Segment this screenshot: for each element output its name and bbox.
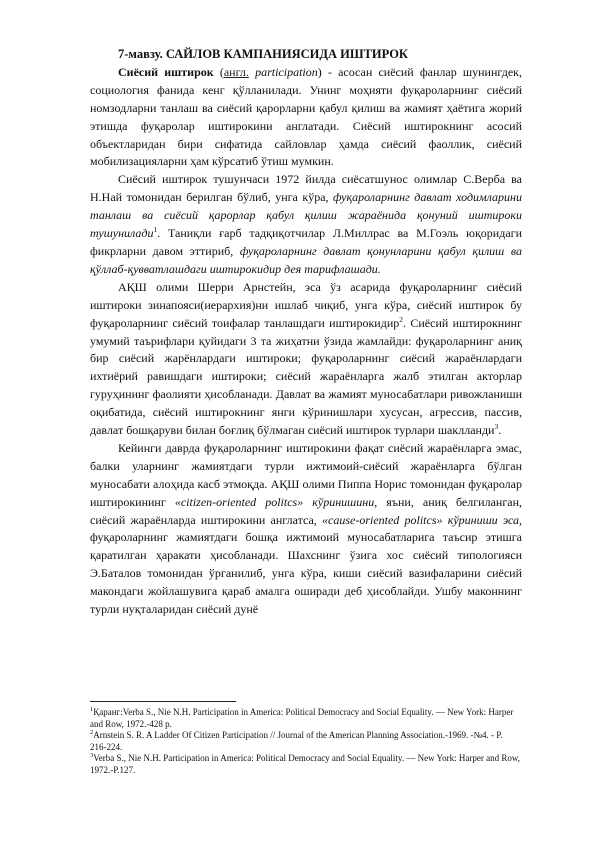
paragraph-2: [90, 171, 522, 278]
paragraph-4: [90, 440, 522, 619]
lang-abbrev-link[interactable]: англ.: [223, 64, 249, 79]
paragraph-2-start: Сиёсий иштирок тушунчаси 1972 йилда сиёсатшунос олимлар С.Верба ва Н.Най томонидан берилган бўлиб, унга кўра,: [90, 172, 522, 205]
footnote-3: [90, 753, 520, 776]
footnote-2: [90, 730, 520, 753]
footnote-text: Verba S., Nie N.H. Participation in America: Political Democracy and Social Equality. — New York: Harper and Row, 1972.-P.127.: [90, 753, 520, 775]
footnote-ref-3[interactable]: 3: [494, 422, 499, 432]
footnotes: [90, 707, 520, 777]
footnote-number: 1: [90, 706, 94, 713]
citizen-oriented-term: «citizen-oriented politcs» кўринишини: [174, 494, 375, 509]
footnote-text: Қаранг:Verba S., Nie N.H. Participation in America: Political Democracy and Social Equality. — New York: Harper and Row, 1972.-428 p.: [90, 707, 514, 729]
paragraph-1-text: ) - асосан сиёсий фанлар шунингдек, социология фанида кенг қўлланилади. Унинг моҳияти фуқароларнинг сиёсий номзодларни танлаш ва сиёсий қарорларни қабул қилиш ва жамият ҳаётига жорий этишда фуқаролар иштирокини англатади. Сиёсий иштирокнинг асосий объектларидан бири сифатида сайловлар ҳамда сиёсий фаоллик, сиёсий мобилизацияларни ҳам кўрсатиб ўтиш мумкин.: [90, 64, 522, 169]
english-term: participation: [248, 64, 318, 79]
paragraph-4-part-b: , яъни, аниқ белгиланган, сиёсий жараёнларда иштирокини англатса,: [90, 494, 522, 527]
paragraph-1: [90, 64, 522, 171]
paragraph-3-rest: . Сиёсий иштирокнинг умумий таърифлари қуйидаги 3 та жиҳатни ўзида жамлайди: фуқароларнинг аниқ бир сиёсий жарёнлардаги иштироки; фуқароларнинг сиёсий жараёнлардаги ихтиёрий равишдаги иштироки; сиёсий жараёнларга жалб этилган акторлар гуруҳининг фаолияти ҳисобланади. Давлат ва жамият муносабатлари ривожланиши оқибатида, сиёсий иштирокнинг янги кўринишлари хусусан, агрессив, пассив, давлат бошқаруви билан боғлиқ бўлмаган сиёсий иштирок турлари шаклланди: [90, 315, 522, 438]
footnote-divider: [90, 701, 236, 702]
footnote-ref-1[interactable]: 1: [153, 225, 158, 235]
main-text: [90, 46, 522, 619]
paragraph-3-end: .: [498, 423, 502, 438]
footnote-number: 2: [90, 729, 94, 737]
paragraph-3: [90, 279, 522, 440]
footnote-number: 3: [90, 752, 94, 760]
page-title: 7-мавзу. САЙЛОВ КАМПАНИЯСИДА ИШТИРОК: [118, 47, 408, 61]
term-political-participation: Сиёсий иштирок: [118, 64, 214, 79]
cause-oriented-term: «cause-oriented politcs» кўриниши эса: [322, 512, 520, 527]
footnote-ref-2[interactable]: 2: [399, 314, 404, 324]
footnote-text: Arnstein S. R. A Ladder Of Citizen Participation // Journal of the American Planning Association.-1969. -№4. - P. 216-224.: [90, 730, 503, 752]
paragraph-4-part-c: , фуқароларнинг жамиятдаги бошқа ижтимоий муносабатларига таъсир этишга қаратилган ҳаракати ҳисобланади. Шахснинг ўзига хос сиёсий типологияси Э.Баталов томонидан ўрганилиб, унга кўра, киши сиёсий вазифаларини сиёсий макондаги жойлашувига қараб амалга оширади деб ҳисоблайди. Ушбу маконнинг турли нуқталаридан сиёсий дунё: [90, 512, 523, 617]
paragraph-4-part-a: Кейинги даврда фуқароларнинг иштирокини фақат сиёсий жараёнларга эмас, балки уларнинг жамиятдаги турли ижтимоий-сиёсий жараёнларга бўлган муносабати алоҳида касб этмоқда. АҚШ олими Пиппа Норис томонидан фуқаролар иштирокининг: [90, 440, 522, 509]
paragraph-2-definition-2: фуқароларнинг давлат қонунларини қабул қилиш ва қўллаб-қувватлашдаги иштирокидир дея тарифлашади.: [90, 243, 522, 276]
paragraph-3-start: АҚШ олими Шерри Арнстейн, эса ўз асарида фуқароларнинг сиёсий иштироки зинапояси(иерархия)ни ишлаб чиқиб, унга кўра, сиёсий иштирок бу фуқароларнинг сиёсий тоифалар танлашдаги иштирокидир: [90, 279, 522, 330]
paragraph-2-middle: . Таниқли ғарб тадқиқотчилар Л.Миллрас ва М.Гоэль юқоридаги фикрларни давом эттириб,: [90, 226, 522, 258]
footnote-1: [90, 707, 520, 730]
paragraph-2-definition: фуқароларнинг давлат ходимларини танлаш ва сиёсий қарорлар қабул қилиш жараёнида қонуний иштироки тушунилади: [90, 190, 523, 241]
paragraph-1-open-paren: (: [213, 64, 224, 79]
